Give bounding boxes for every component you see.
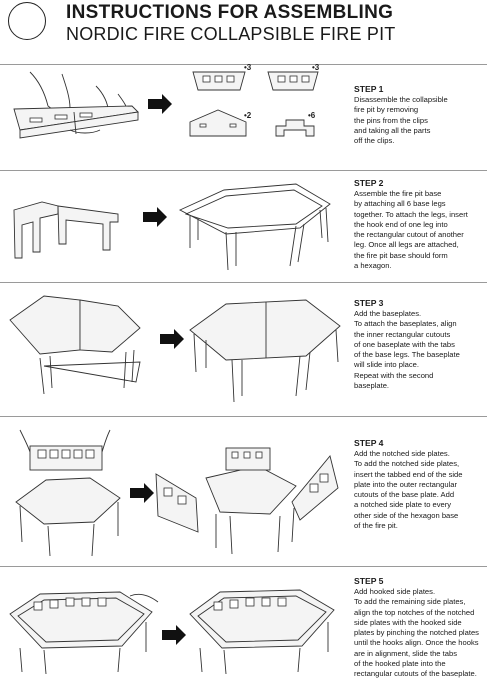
- part-quantity-label: •3: [244, 64, 252, 72]
- step-1-section: [0, 64, 487, 170]
- step-5-section: [0, 566, 487, 679]
- part-quantity-label: •2: [244, 111, 252, 120]
- part-quantity-label: •6: [308, 111, 316, 120]
- step-5-description: Add hooked side plates. To add the remaining side plates, align the top notches of the notched side plates with the hooked side plates by pinching the notched plates until the hooks align. Once the hooks are in alignment, slide the tabs of the hooked plate into the rectangular cutouts of the baseplate.: [354, 587, 479, 679]
- step-3-illustration: [0, 282, 345, 416]
- document-title-line2: NORDIC FIRE COLLAPSIBLE FIRE PIT: [66, 24, 396, 44]
- step-4-description: Add the notched side plates. To add the notched side plates, insert the tabbed end of the side plate into the outer rectangular cutouts of the base plate. Add a notched side plate to every other side of the hexagon base of the fire pit.: [354, 449, 463, 531]
- step-3-heading: STEP 3: [354, 298, 384, 308]
- step-3-description: Add the baseplates. To attach the baseplates, align the inner rectangular cutouts of one baseplate with the tabs of the base legs. The baseplate will slide into place. Repeat with the second baseplate.: [354, 309, 460, 391]
- step-5-heading: STEP 5: [354, 576, 384, 586]
- brand-logo-circle: [8, 2, 46, 40]
- step-1-heading: STEP 1: [354, 84, 384, 94]
- step-1-illustration: [0, 64, 345, 170]
- step-3-section: [0, 282, 487, 416]
- step-5-illustration: [0, 566, 345, 679]
- step-4-illustration: [0, 416, 345, 566]
- step-2-description: Assemble the fire pit base by attaching all 6 base legs together. To attach the legs, insert the hook end of one leg into the rectangular cutout of another leg. Once all legs are attached, the fire pit base should form a hexagon.: [354, 189, 468, 271]
- step-2-section: [0, 170, 487, 282]
- step-4-section: [0, 416, 487, 566]
- step-4-heading: STEP 4: [354, 438, 384, 448]
- part-quantity-label: •3: [312, 64, 320, 72]
- step-2-illustration: [0, 170, 345, 282]
- document-title-line1: INSTRUCTIONS FOR ASSEMBLING: [66, 2, 394, 23]
- step-2-heading: STEP 2: [354, 178, 384, 188]
- step-1-description: Disassemble the collapsible fire pit by removing the pins from the clips and taking all the parts off the clips.: [354, 95, 448, 146]
